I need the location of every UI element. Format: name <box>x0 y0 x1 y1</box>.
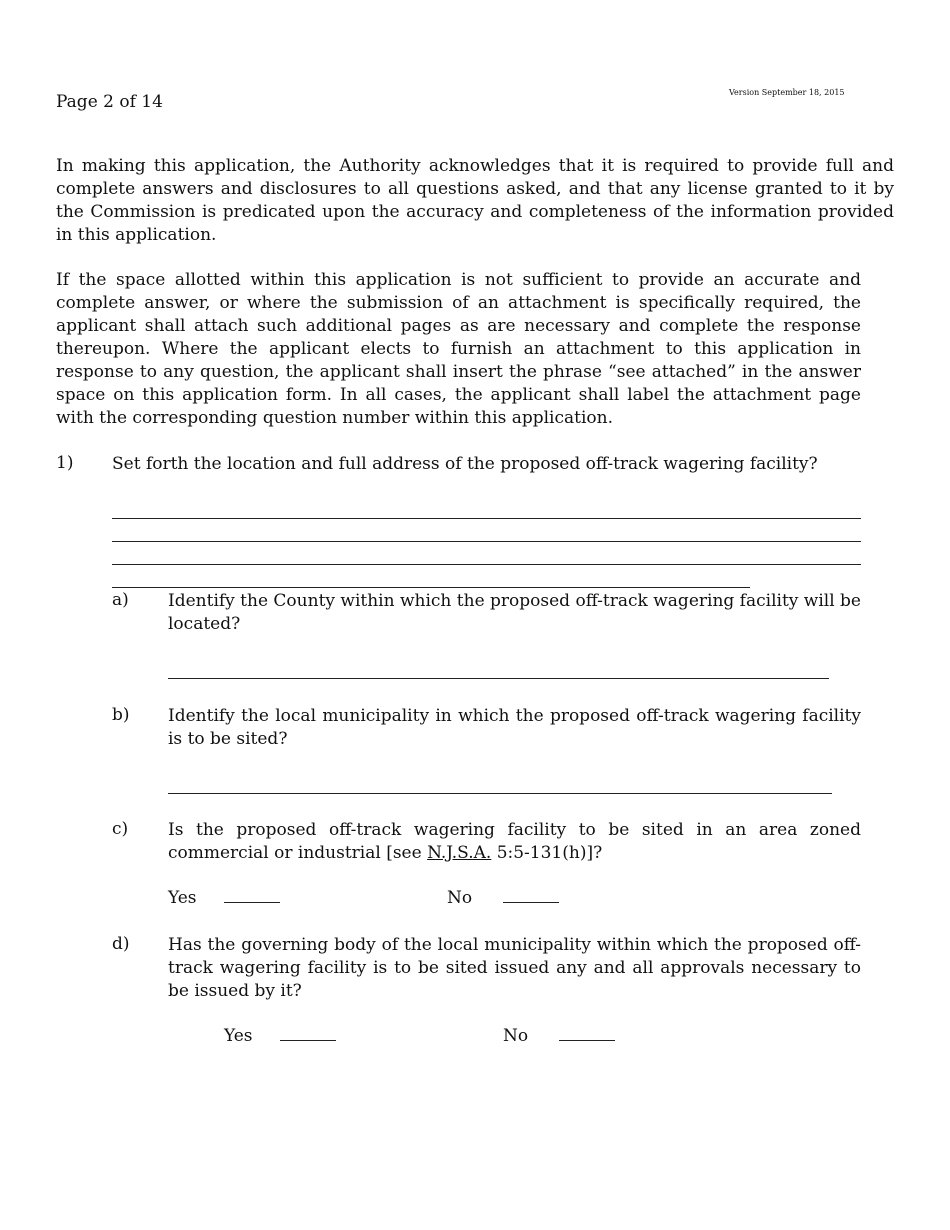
question-1c-yes <box>168 888 197 908</box>
answer-line-1[interactable] <box>112 518 861 519</box>
question-1-text: Set forth the location and full address of the proposed off-track wagering facility? <box>112 454 818 474</box>
question-1d-no-blank[interactable] <box>559 1026 615 1041</box>
no-label: No <box>447 888 473 908</box>
municipality-answer-line[interactable] <box>168 793 832 794</box>
question-1d-text: Has the governing body of the local municipality within which the proposed off-track wagering facility is to be sited issued any and all approvals necessary to be issued by it? <box>168 935 861 1001</box>
question-1d-label: d) <box>112 934 130 954</box>
intro-paragraph-2: If the space allotted within this application is not sufficient to provide an accurate and complete answer, or where the submission of an attachment is specifically required, the applicant shall attach such additional pages as are necessary and complete the response thereupon. Where the applicant elects to furnish an attachment to this application in response to any question, the applicant shall insert the phrase “see attached” in the answer space on this application form. In all cases, the applicant shall label the attachment page with the corresponding question number within this application. <box>56 270 861 428</box>
answer-line-3[interactable] <box>112 564 861 565</box>
question-1-number: 1) <box>56 453 74 473</box>
yes-label: Yes <box>224 1026 253 1046</box>
intro-paragraph-1: In making this application, the Authority acknowledges that it is required to provide full and complete answers and disclosures to all questions asked, and that any license granted to it by the Commission is predicated upon the accuracy and completeness of the information provided in this application. <box>56 156 894 245</box>
question-1c-label: c) <box>112 819 129 839</box>
answer-line-4[interactable] <box>112 587 750 588</box>
no-label: No <box>503 1026 529 1046</box>
njsa-citation: N.J.S.A. <box>427 843 492 863</box>
county-answer-line[interactable] <box>168 678 829 679</box>
question-1c-text-after: 5:5-131(h)]? <box>491 843 603 863</box>
question-1c-yes-blank[interactable] <box>224 888 280 903</box>
question-1c-text <box>168 819 861 865</box>
question-1b-label: b) <box>112 705 130 725</box>
question-1a-text: Identify the County within which the proposed off-track wagering facility will be located? <box>168 591 861 634</box>
question-1c-text-before: Is the proposed off-track wagering facility to be sited in an area zoned commercial or industrial [see <box>168 820 861 863</box>
page-number: Page 2 of 14 <box>56 92 163 112</box>
question-1d-no <box>503 1026 528 1046</box>
question-1c-no <box>447 888 472 908</box>
question-1b-text: Identify the local municipality in which the proposed off-track wagering facility is to be sited? <box>168 706 861 749</box>
question-1c-no-blank[interactable] <box>503 888 559 903</box>
answer-line-2[interactable] <box>112 541 861 542</box>
question-1d-yes-blank[interactable] <box>280 1026 336 1041</box>
question-1d-yes <box>224 1026 253 1046</box>
question-1a-label: a) <box>112 590 129 610</box>
yes-label: Yes <box>168 888 197 908</box>
version-label: Version September 18, 2015 <box>729 88 845 97</box>
